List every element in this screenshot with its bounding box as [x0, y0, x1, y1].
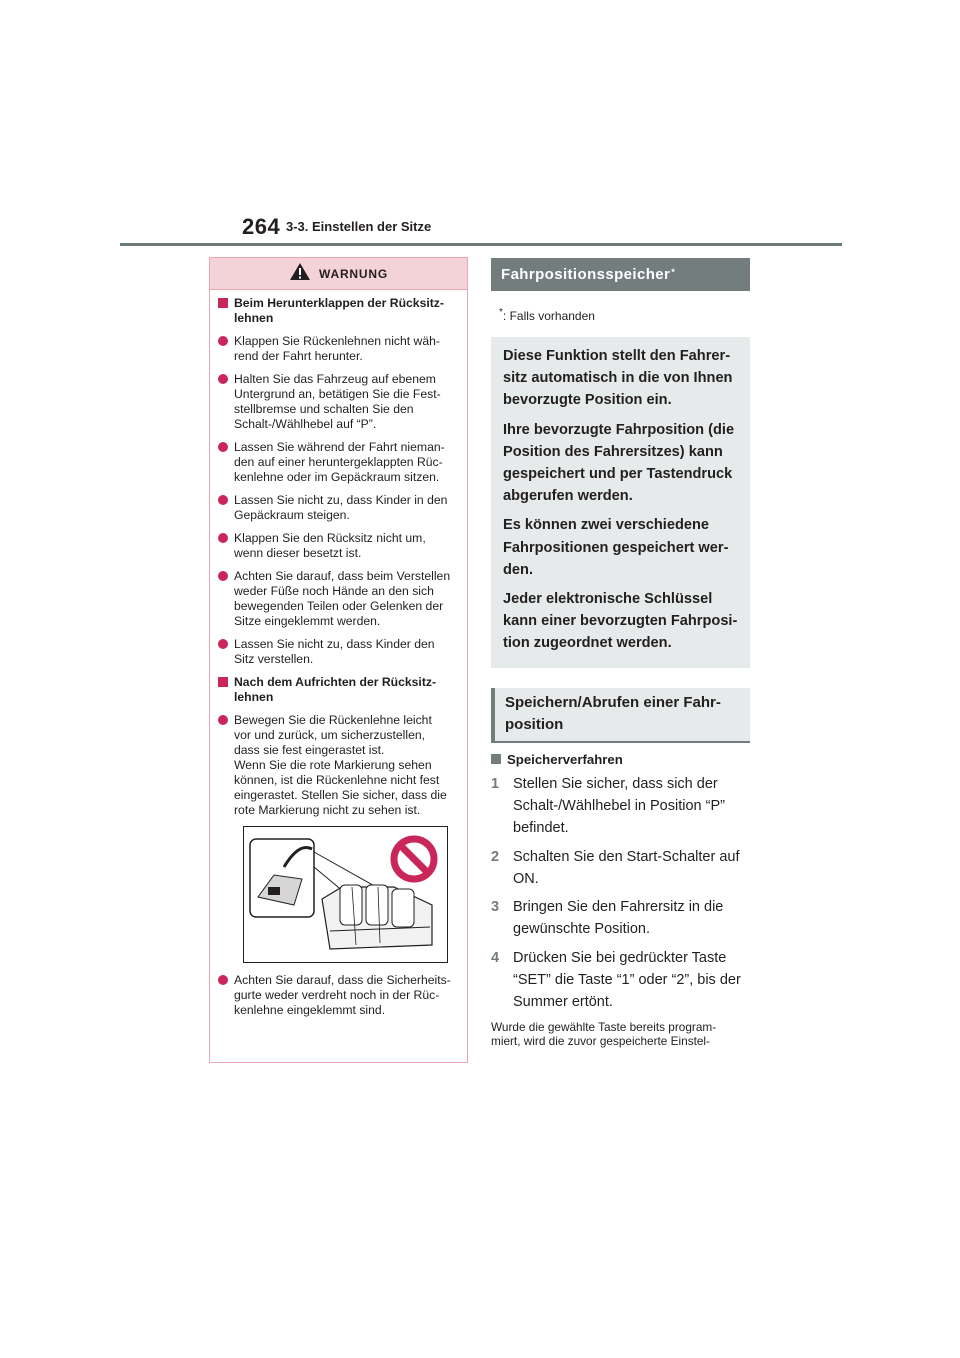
circle-bullet-icon: [218, 639, 228, 649]
step-number: 3: [491, 899, 500, 916]
warning-item: [218, 569, 459, 629]
warning-item: [218, 637, 459, 667]
step-text: Schalten Sie den Start-Schalter auf ON.: [513, 848, 740, 887]
bullet-slot: [218, 372, 234, 432]
step-text: Drücken Sie bei gedrückter Taste “SET” die Taste “1” oder “2”, bis der Summer ertönt.: [513, 949, 741, 1011]
step: [491, 846, 750, 891]
circle-bullet-icon: [218, 374, 228, 384]
step-number: 4: [491, 949, 500, 966]
square-bullet-icon: [218, 298, 228, 308]
step-number: 2: [491, 848, 500, 865]
warning-text: Achten Sie darauf, dass beim Verstellen weder Füße noch Hände an den sich bewegenden Teilen oder Gelenken der Sitze eingeklemmt werden.: [234, 569, 451, 628]
warning-subheading: [218, 296, 459, 326]
bullet-slot: [218, 637, 234, 667]
store-recall-heading: Speichern/Abrufen einer Fahr- position: [491, 688, 750, 743]
warning-text: Lassen Sie nicht zu, dass Kinder in den Gepäckraum steigen.: [234, 493, 448, 522]
step: [491, 773, 750, 840]
step-text: Bringen Sie den Fahrersitz in die gewünschte Position.: [513, 899, 724, 938]
prohibited-icon: [394, 839, 434, 879]
bullet-slot: [218, 713, 234, 818]
circle-bullet-icon: [218, 336, 228, 346]
warning-item: [218, 973, 459, 1018]
bullet-slot: [218, 973, 234, 1018]
bullet-slot: [218, 675, 234, 705]
bullet-slot: [218, 296, 234, 326]
intro-paragraph: Ihre bevorzugte Fahrposition (die Position des Fahrersitzes) kann gespeichert und per Tastendruck abgerufen werden.: [503, 421, 735, 505]
memory-heading-mark: *: [671, 266, 676, 277]
warning-text: Achten Sie darauf, dass die Sicherheits- gurte weder verdreht noch in der Rüc- kenlehne eingeklemmt sind.: [234, 973, 451, 1017]
intro-paragraph: Es können zwei verschiedene Fahrpositionen gespeichert wer- den.: [503, 517, 729, 578]
step-number: 1: [491, 775, 500, 792]
bullet-slot: [218, 531, 234, 561]
warning-text: Lassen Sie nicht zu, dass Kinder den Sitz verstellen.: [234, 637, 435, 666]
memory-heading: [491, 258, 750, 291]
step-note: Wurde die gewählte Taste bereits program- miert, wird die zuvor gespeicherte Einstel-: [491, 1019, 717, 1049]
warning-item: [218, 493, 459, 523]
square-bullet-icon: [491, 754, 501, 764]
intro-paragraph: Jeder elektronische Schlüssel kann einer bevorzugten Fahrposi- tion zugeordnet werden.: [503, 591, 738, 652]
warning-triangle-icon: [289, 262, 311, 286]
warning-illustration: [243, 826, 448, 963]
warning-text: Nach dem Aufrichten der Rücksitz- lehnen: [234, 675, 437, 704]
warning-box: [209, 257, 468, 1063]
page-number: 264: [242, 214, 281, 239]
warning-subheading: [218, 675, 459, 705]
warning-text: Beim Herunterklappen der Rücksitz- lehnen: [234, 296, 444, 325]
step-text: Stellen Sie sicher, dass sich der Schalt-/Wählhebel in Position “P” befindet.: [513, 775, 725, 837]
bullet-slot: [218, 569, 234, 629]
procedure-title-text: Speicherverfahren: [507, 751, 623, 767]
bullet-slot: [218, 493, 234, 523]
warning-list: [218, 296, 459, 818]
warning-item: [218, 440, 459, 485]
circle-bullet-icon: [218, 533, 228, 543]
bullet-slot: [218, 440, 234, 485]
warning-header: [210, 258, 467, 290]
circle-bullet-icon: [218, 442, 228, 452]
warning-body: [210, 290, 467, 1018]
intro-paragraph: Diese Funktion stellt den Fahrer- sitz automatisch in die von Ihnen bevorzugte Position ein.: [503, 348, 733, 409]
warning-item: [218, 531, 459, 561]
circle-bullet-icon: [218, 715, 228, 725]
square-bullet-icon: [218, 677, 228, 687]
warning-title: WARNUNG: [319, 266, 388, 281]
warning-text: Halten Sie das Fahrzeug auf ebenem Untergrund an, betätigen Sie die Fest- stellbremse und schalten Sie den Schalt-/Wählhebel auf “P”.: [234, 372, 441, 431]
memory-heading-text: Fahrpositionsspeicher: [501, 266, 671, 283]
right-column: [491, 258, 750, 1049]
circle-bullet-icon: [218, 975, 228, 985]
step: [491, 947, 750, 1014]
warning-list-after-image: [218, 973, 459, 1018]
circle-bullet-icon: [218, 495, 228, 505]
footnote-text: : Falls vorhanden: [502, 309, 595, 323]
procedure-title: [491, 752, 750, 767]
step: [491, 896, 750, 941]
warning-text: Bewegen Sie die Rückenlehne leicht vor und zurück, um sicherzustellen, dass sie fest eingerastet ist. Wenn Sie die rote Markierung sehen können, ist die Rückenlehne nicht fest eingerastet. Stellen Sie sicher, dass die rote Markierung nicht zu sehen ist.: [234, 713, 447, 817]
warning-item: [218, 713, 459, 818]
section-title: 3-3. Einstellen der Sitze: [286, 219, 432, 234]
warning-text: Lassen Sie während der Fahrt nieman- den auf einer heruntergeklappten Rüc- kenlehne oder im Gepäckraum sitzen.: [234, 440, 445, 484]
warning-text: Klappen Sie den Rücksitz nicht um, wenn dieser besetzt ist.: [234, 531, 426, 560]
warning-item: [218, 372, 459, 432]
footnote: [499, 307, 750, 323]
warning-item: [218, 334, 459, 364]
intro-box: [491, 337, 750, 668]
bullet-slot: [218, 334, 234, 364]
header-rule: [120, 243, 842, 246]
circle-bullet-icon: [218, 571, 228, 581]
footnote-mark: *: [499, 307, 503, 318]
warning-text: Klappen Sie Rückenlehnen nicht wäh- rend der Fahrt herunter.: [234, 334, 440, 363]
